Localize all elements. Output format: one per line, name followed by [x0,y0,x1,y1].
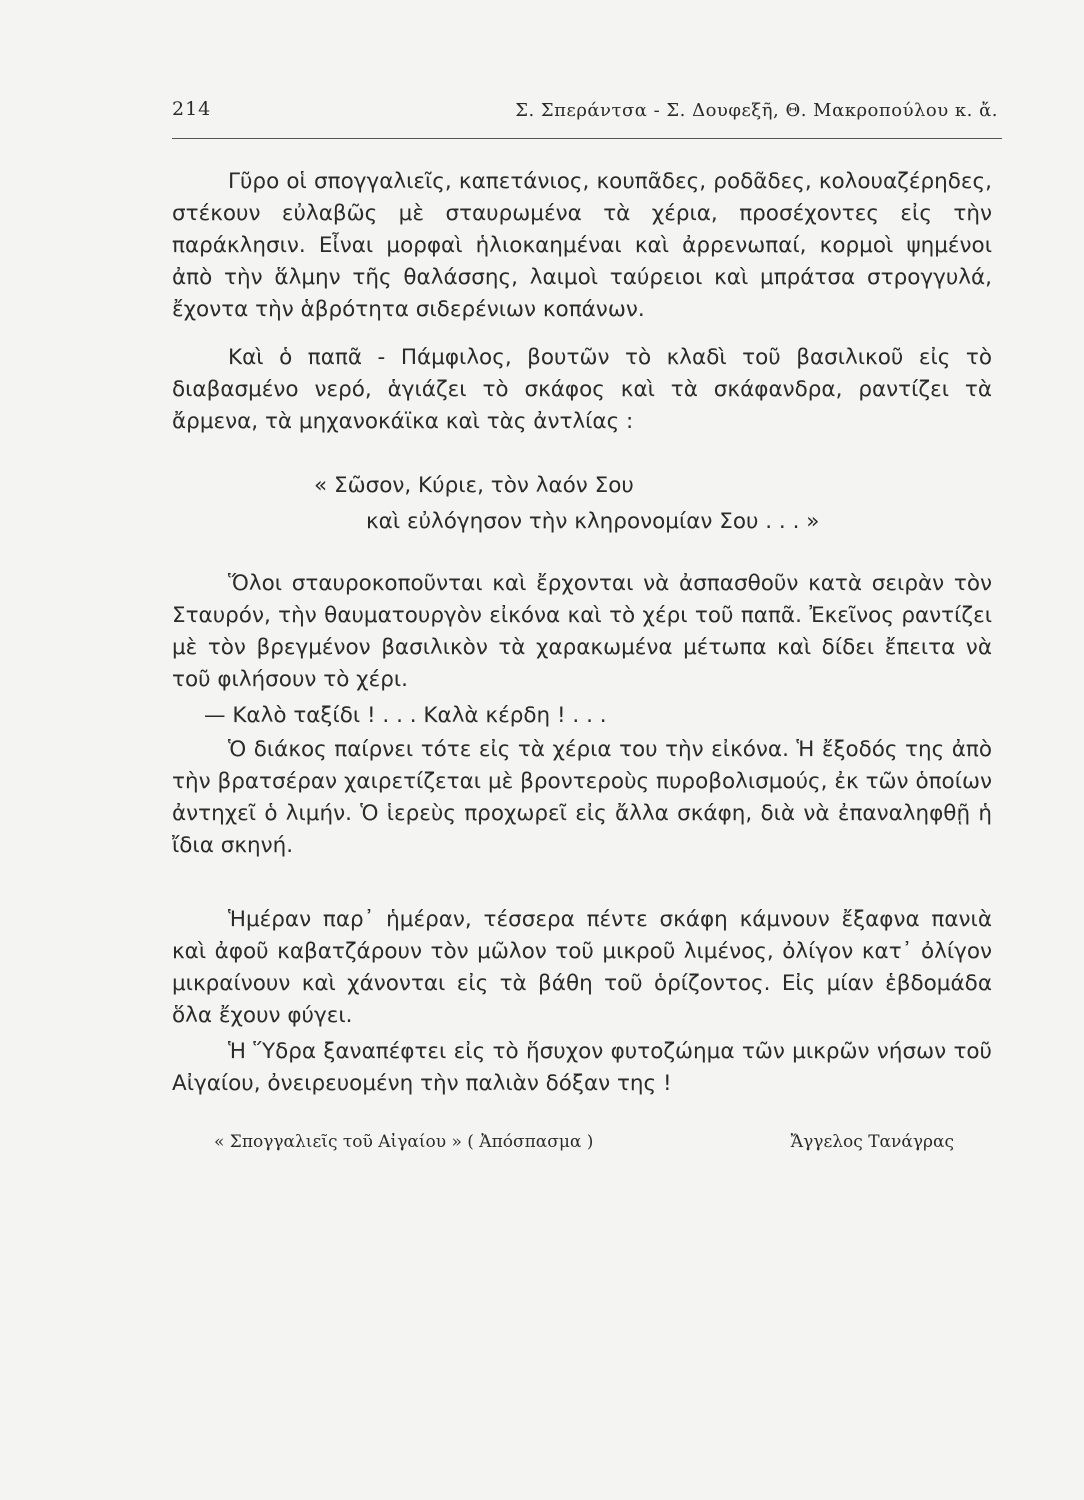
page-number: 214 [172,98,212,120]
paragraph-6: Ἡ Ὕδρα ξαναπέφτει εἰς τὸ ἥσυχον φυτοζώημα τῶν μικρῶν νήσων τοῦ Αἰγαίου, ὀνειρευομένη τὴν παλιὰν δόξαν της ! [172,1039,992,1096]
paragraph-4: Ὁ διάκος παίρνει τότε εἰς τὰ χέρια του τὴν εἰκόνα. Ἡ ἔξοδός της ἀπὸ τὴν βρατσέραν χαιρετίζεται μὲ βροντεροὺς πυροβολισμούς, ἐκ τῶν ὁποίων ἀντηχεῖ ὁ λιμήν. Ὁ ἱερεὺς προχωρεῖ εἰς ἄλλα σκάφη, διὰ νὰ ἐπαναληφθῇ ἡ ἴδια σκηνή. [172,737,992,858]
verse-line-1: « Σῶσον, Κύριε, τὸν λαόν Σου [314,473,634,498]
verse-line-2: καὶ εὐλόγησον τὴν κληρονομίαν Σου . . . » [366,509,820,534]
source-citation: « Σπογγαλιεῖς τοῦ Αἰγαίου » ( Ἀπόσπασμα ) [214,1132,594,1152]
author-name: Ἄγγελος Τανάγρας [790,1132,954,1152]
page-header [172,98,1002,139]
running-head: Σ. Σπεράντσα - Σ. Δουφεξῆ, Θ. Μακροπούλου κ. ἄ. [515,100,998,121]
paragraph-3: Ὅλοι σταυροκοποῦνται καὶ ἔρχονται νὰ ἀσπασθοῦν κατὰ σειρὰν τὸν Σταυρόν, τὴν θαυματουργὸν εἰκόνα καὶ τὸ χέρι τοῦ παπᾶ. Ἐκεῖνος ραντίζει μὲ τὸν βρεγμένον βασιλικὸν τὰ χαρακωμένα μέτωπα καὶ δίδει ἔπειτα νὰ τοῦ φιλήσουν τὸ χέρι. [172,571,992,692]
dialogue-line: — Καλὸ ταξίδι ! . . . Καλὰ κέρδη ! . . . [204,703,607,728]
paragraph-5: Ἡμέραν παρ᾽ ἡμέραν, τέσσερα πέντε σκάφη κάμνουν ἔξαφνα πανιὰ καὶ ἀφοῦ καβατζάρουν τὸν μῶλον τοῦ μικροῦ λιμένος, ὀλίγον κατ᾽ ὀλίγον μικραίνουν καὶ χάνονται εἰς τὰ βάθη τοῦ ὁρίζοντος. Εἰς μίαν ἑβδομάδα ὅλα ἔχουν φύγει. [172,907,992,1028]
paragraph-2: Καὶ ὁ παπᾶ - Πάμφιλος, βουτῶν τὸ κλαδὶ τοῦ βασιλικοῦ εἰς τὸ διαβασμένο νερό, ἁγιάζει τὸ σκάφος καὶ τὰ σκάφανδρα, ραντίζει τὰ ἄρμενα, τὰ μηχανοκάϊκα καὶ τὰς ἀντλίας : [172,345,992,434]
paragraph-1: Γῦρο οἱ σπογγαλιεῖς, καπετάνιος, κουπᾶδες, ροδᾶδες, κολουαζέρηδες, στέκουν εὐλαβῶς μὲ σταυρωμένα τὰ χέρια, προσέχοντες εἰς τὴν παράκλησιν. Εἶναι μορφαὶ ἡλιοκαημέναι καὶ ἀρρενωπαί, κορμοὶ ψημένοι ἀπὸ τὴν ἅλμην τῆς θαλάσσης, λαιμοὶ ταύρειοι καὶ μπράτσα στρογγυλά, ἔχοντα τὴν ἁβρότητα σιδερένιων κοπάνων. [172,169,992,322]
